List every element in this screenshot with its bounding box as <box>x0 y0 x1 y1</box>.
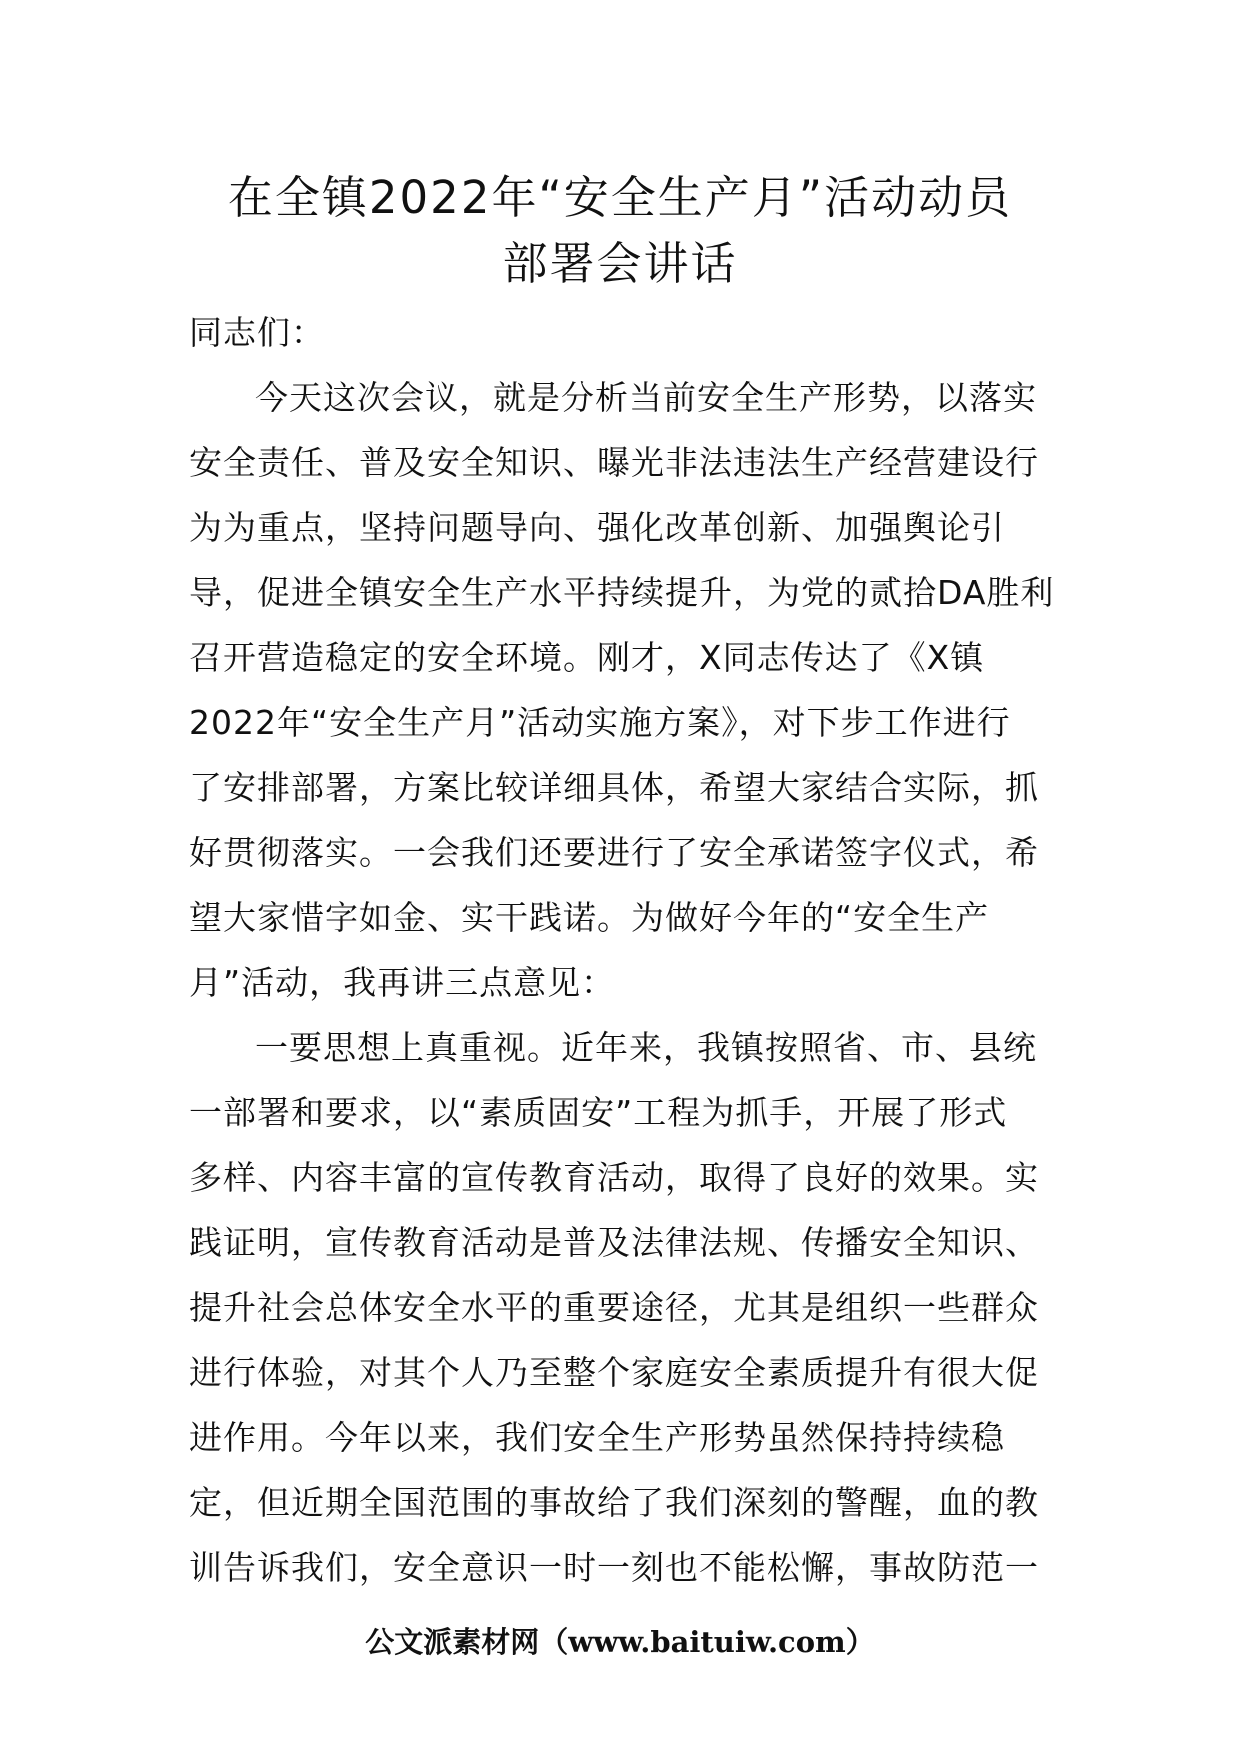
paragraph-1-line: 月”活动，我再讲三点意见： <box>189 963 616 1002</box>
paragraph-1-line: 召开营造稳定的安全环境。刚才，X同志传达了《X镇 <box>189 638 985 677</box>
paragraph-1-line: 为为重点，坚持问题导向、强化改革创新、加强舆论引 <box>189 508 1005 547</box>
salutation: 同志们： <box>189 313 325 352</box>
paragraph-1-line: 导，促进全镇安全生产水平持续提升，为党的贰拾DA胜利 <box>189 573 1055 612</box>
paragraph-2-line: 多样、内容丰富的宣传教育活动，取得了良好的效果。实 <box>189 1158 1039 1197</box>
paragraph-2-line: 提升社会总体安全水平的重要途径，尤其是组织一些群众 <box>189 1288 1039 1327</box>
paragraph-1-line: 了安排部署，方案比较详细具体，希望大家结合实际，抓 <box>189 768 1039 807</box>
paragraph-1-line: 安全责任、普及安全知识、曝光非法违法生产经营建设行 <box>189 443 1039 482</box>
paragraph-2-line: 定，但近期全国范围的事故给了我们深刻的警醒，血的教 <box>189 1483 1039 1522</box>
paragraph-2-line: 进行体验，对其个人乃至整个家庭安全素质提升有很大促 <box>189 1353 1039 1392</box>
paragraph-2-line: 一要思想上真重视。近年来，我镇按照省、市、县统 <box>255 1028 1037 1067</box>
title-line-2: 部署会讲话 <box>502 237 738 290</box>
paragraph-1-line: 好贯彻落实。一会我们还要进行了安全承诺签字仪式，希 <box>189 833 1039 872</box>
document-body <box>189 300 1059 1600</box>
paragraph-2-line: 进作用。今年以来，我们安全生产形势虽然保持持续稳 <box>189 1418 1005 1457</box>
document-title <box>150 165 1090 297</box>
paragraph-2-line: 一部署和要求，以“素质固安”工程为抓手，开展了形式 <box>189 1093 1008 1132</box>
paragraph-1-line: 望大家惜字如金、实干践诺。为做好今年的“安全生产 <box>189 898 990 937</box>
footer-source-link: 公文派素材网（www.baituiw.com） <box>365 1625 875 1659</box>
title-line-1: 在全镇2022年“安全生产月”活动动员 <box>227 171 1013 224</box>
paragraph-2-line: 训告诉我们，安全意识一时一刻也不能松懈，事故防范一 <box>189 1548 1039 1587</box>
paragraph-2-line: 践证明，宣传教育活动是普及法律法规、传播安全知识、 <box>189 1223 1039 1262</box>
paragraph-1-line: 今天这次会议，就是分析当前安全生产形势，以落实 <box>255 378 1037 417</box>
paragraph-1-line: 2022年“安全生产月”活动实施方案》，对下步工作进行 <box>189 703 1011 742</box>
